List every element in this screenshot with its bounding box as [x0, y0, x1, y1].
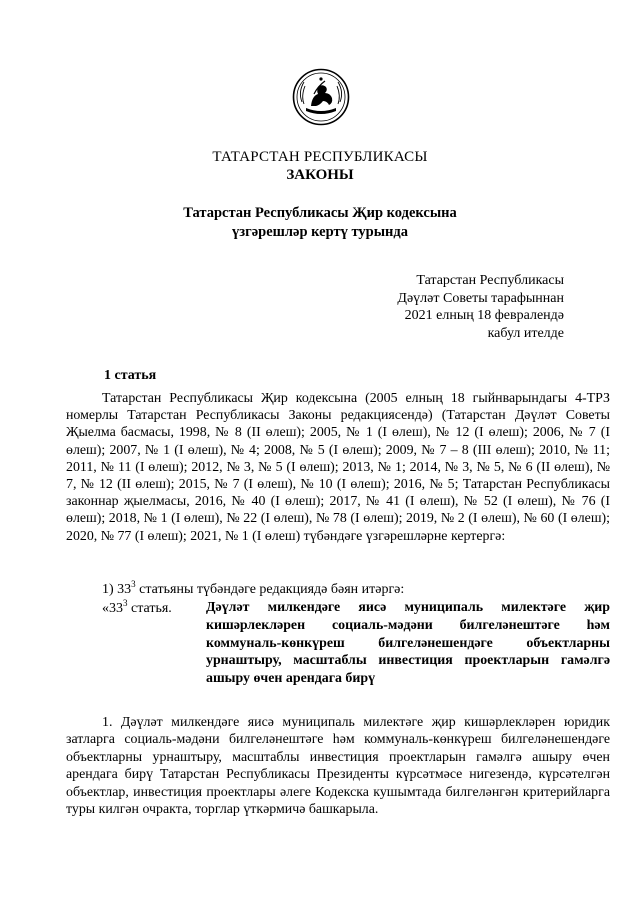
adoption-block [397, 272, 564, 342]
adoption-line-2: Дәүләт Советы тарафыннан [397, 290, 564, 306]
adoption-line-3: 2021 елның 18 февралендә [404, 308, 564, 323]
article-heading: 1 статья [104, 368, 157, 383]
list-item-1 [102, 580, 404, 600]
title-line-2: үзгәрешләр кертү турында [232, 224, 408, 240]
law-heading: ЗАКОНЫ [286, 167, 354, 183]
item1-superscript: 3 [131, 579, 136, 589]
republic-heading: ТАТАРСТАН РЕСПУБЛИКАСЫ [212, 149, 428, 165]
quote-superscript: 3 [123, 598, 128, 608]
item1-prefix: 1) 33 [102, 582, 132, 597]
point-1-paragraph: 1. Дәүләт милкендәге яисә муниципаль милектәге җир кишәрлекләрен юридик затларга социаль-мәдәни билгеләнештәге һәм коммуналь-көнкүреш билгеләнешендәге объектларны урнаштыру, масштаблы инвестиция проектларын гамәлгә ашыру өчен арендага бирү Татарстан Республикасы Президенты күрсәтмәсе нигезендә, күрсәтелгән объектлар, инвестиция проектлары әлеге Кодекска кушымтада билгеләнгән критерийларга туры килгән очракта, торглар үткәрмичә башкарыла. [66, 715, 610, 818]
title-line-1: Татарстан Республикасы Җир кодексына [183, 205, 457, 221]
quote-prefix: «33 [102, 601, 123, 616]
coat-of-arms-emblem [292, 68, 350, 126]
quoted-article-heading: Дәүләт милкендәге яисә муниципаль милектәге җир кишәрлекләрен социаль-мәдәни билгеләнештәге һәм коммуналь-көнкүреш билгеләнешендәге объектларны урнаштыру, масштаблы инвестиция проектларын гамәлгә ашыру өчен арендага бирү [206, 600, 610, 687]
item1-suffix: статьяны түбәндәге редакциядә бәян итәргә: [135, 582, 405, 597]
article-paragraph: Татарстан Республикасы Җир кодексына (2005 елның 18 гыйнварындагы 4-ТРЗ номерлы Татарстан Республикасы Законы редакциясендә) (Татарстан Дәүләт Советы Җыелма басмасы, 1998, № 8 (II өлеш); 2005, № 1 (I өлеш), № 12 (I өлеш); 2006, № 7 (I өлеш); 2007, № 1 (I өлеш), № 4; 2008, № 5 (I өлеш); 2009, № 7 – 8 (III өлеш); 2010, № 11; 2011, № 11 (I өлеш); 2012, № 3, № 5 (I өлеш); 2013, № 1; 2014, № 3, № 5, № 6 (II өлеш), № 7, № 12 (II өлеш); 2015, № 7 (I өлеш), № 10 (I өлеш); 2016, № 5; Татарстан Республикасы законнар җыелмасы, 2016, № 40 (I өлеш); 2017, № 41 (I өлеш), № 52 (I өлеш), № 76 (I өлеш); 2018, № 1 (I өлеш), № 22 (I өлеш), № 78 (I өлеш); 2019, № 2 (I өлеш), № 60 (I өлеш); 2020, № 77 (I өлеш); 2021, № 1 (I өлеш) түбәндәге үзгәрешләрне кертергә: [66, 391, 610, 544]
adoption-line-1: Татарстан Республикасы [416, 273, 564, 288]
quote-suffix: статья. [127, 601, 172, 616]
document-title [0, 204, 640, 242]
quoted-article-number [102, 599, 172, 619]
adoption-line-4: кабул ителде [487, 325, 564, 341]
